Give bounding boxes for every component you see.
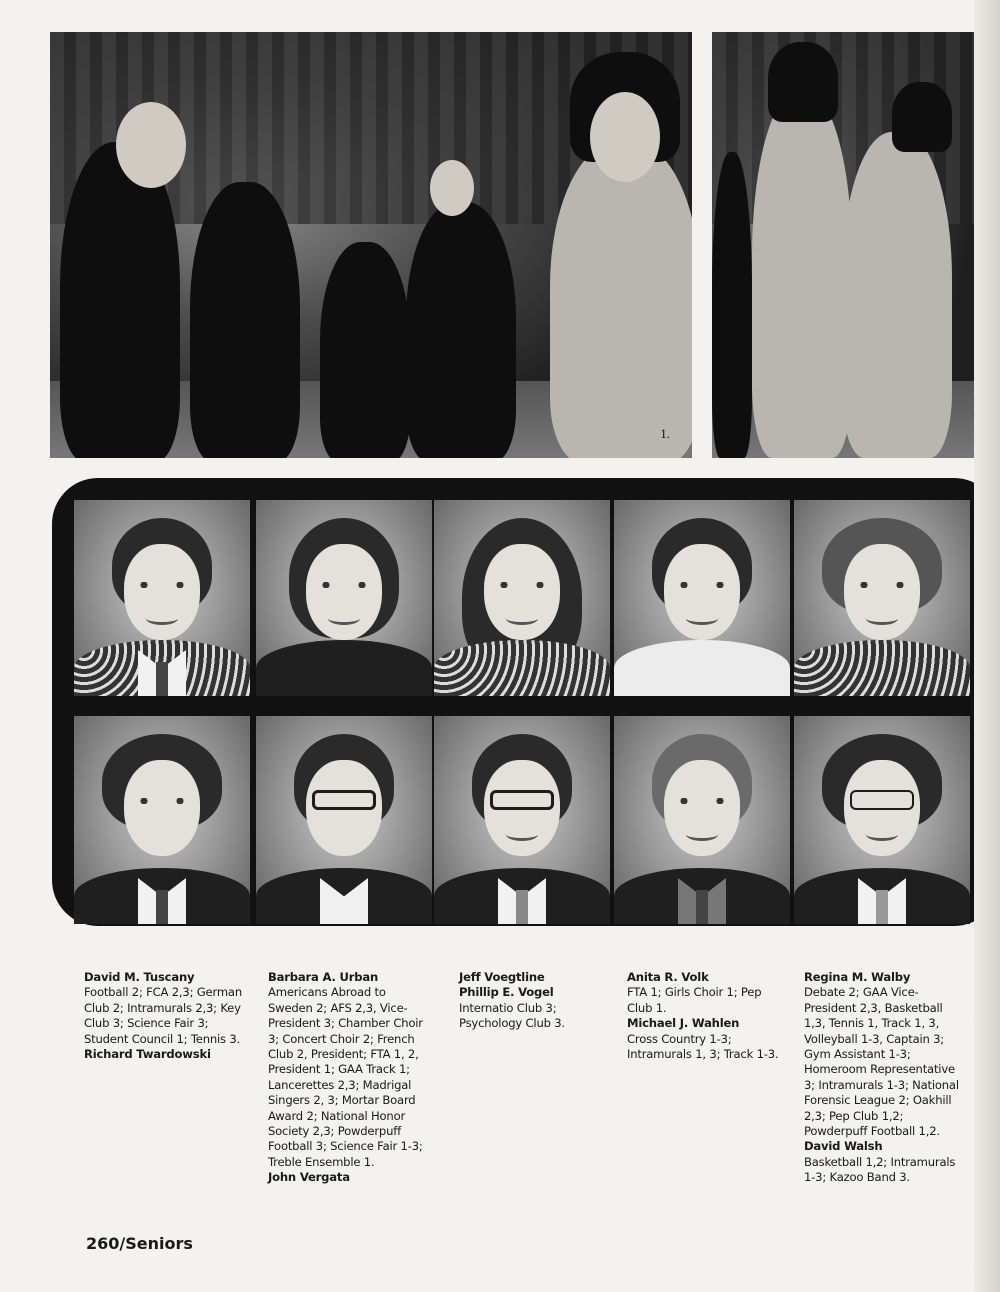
- portrait-smile: [328, 612, 360, 625]
- portrait-eyes: [676, 582, 728, 588]
- senior-activities: Football 2; FCA 2,3; German Club 2; Intramurals 2,3; Key Club 3; Science Fair 3; Student Council 1; Tennis 3.: [84, 985, 242, 1046]
- senior-name: Michael J. Wahlen: [627, 1016, 740, 1031]
- portrait-head: [664, 544, 740, 640]
- portrait-frame: [52, 478, 1000, 926]
- senior-activities: Basketball 1,2; Intramurals 1-3; Kazoo Band 3.: [804, 1154, 956, 1185]
- portrait-glasses: [490, 790, 554, 810]
- senior-name: Anita R. Volk: [627, 970, 709, 984]
- portrait-eyes: [318, 582, 370, 588]
- senior-portrait: [794, 500, 970, 696]
- caption-column-3: [459, 970, 619, 1032]
- photo-number: 1.: [660, 426, 670, 441]
- dancer-figure: [550, 142, 692, 458]
- caption-column-5: [804, 970, 964, 1186]
- portrait-head: [484, 544, 560, 640]
- senior-portrait: [794, 716, 970, 924]
- portrait-eyes: [136, 582, 188, 588]
- senior-activities: FTA 1; Girls Choir 1; Pep Club 1.: [627, 985, 762, 1015]
- portrait-head: [124, 544, 200, 640]
- portrait-body: [614, 640, 790, 696]
- senior-portrait: [614, 500, 790, 696]
- senior-name: John Vergata: [268, 1170, 350, 1185]
- dancer-face: [590, 92, 660, 182]
- portrait-glasses: [850, 790, 914, 810]
- dancer-figure: [406, 202, 516, 458]
- portrait-body: [434, 640, 610, 696]
- dancer-figure: [712, 152, 752, 458]
- portrait-smile: [146, 612, 178, 625]
- portrait-eyes: [676, 798, 728, 804]
- senior-name: Phillip E. Vogel: [459, 985, 554, 1000]
- caption-column-2: [268, 970, 428, 1186]
- dancer-hair: [768, 42, 838, 122]
- portrait-tie: [156, 662, 168, 696]
- portrait-smile: [686, 612, 718, 625]
- dancer-figure: [752, 92, 852, 458]
- portrait-body: [256, 640, 432, 696]
- page-footer: 260/Seniors: [86, 1234, 193, 1253]
- senior-portrait: [256, 716, 432, 924]
- page-edge: [974, 0, 1000, 1292]
- senior-portrait: [434, 716, 610, 924]
- portrait-eyes: [856, 582, 908, 588]
- portrait-glasses: [312, 790, 376, 810]
- senior-name: Barbara A. Urban: [268, 970, 379, 984]
- portrait-eyes: [496, 582, 548, 588]
- senior-portrait: [434, 500, 610, 696]
- caption-column-1: [84, 970, 244, 1062]
- dancer-figure: [320, 242, 410, 458]
- senior-portrait: [256, 500, 432, 696]
- dance-photo-main: [50, 32, 692, 458]
- senior-activities: Americans Abroad to Sweden 2; AFS 2,3, Vice-President 3; Chamber Choir 3; Concert Choir 2; French Club 2, President; FTA 1, 2, President 1; GAA Track 1; Lancerettes 2,3; Madrigal Singers 2, 3; Mortar Board Award 2; National Honor Society 2,3; Powderpuff Football 3; Science Fair 1-3; Treble Ensemble 1.: [268, 985, 423, 1169]
- portrait-head: [124, 760, 200, 856]
- senior-portrait: [614, 716, 790, 924]
- senior-name: David Walsh: [804, 1139, 883, 1154]
- senior-activities: Internatio Club 3; Psychology Club 3.: [459, 1000, 565, 1031]
- dancer-face: [430, 160, 474, 216]
- portrait-smile: [506, 828, 538, 841]
- dance-photo-secondary: [712, 32, 974, 458]
- senior-activities: Debate 2; GAA Vice-President 2,3, Basketball 1,3, Tennis 1, Track 1, 3, Volleyball 1-3, Captain 3; Gym Assistant 1-3; Homeroom Representative 3; Intramurals 1-3; National Forensic League 2; Oakhill 2,3; Pep Club 1,2; Powderpuff Football 1,2.: [804, 985, 959, 1139]
- senior-name: Richard Twardowski: [84, 1047, 211, 1062]
- caption-column-4: [627, 970, 787, 1062]
- portrait-tie: [516, 890, 528, 924]
- senior-portrait: [74, 500, 250, 696]
- portrait-smile: [686, 828, 718, 841]
- senior-name: David M. Tuscany: [84, 970, 195, 984]
- senior-portrait: [74, 716, 250, 924]
- senior-name: Jeff Voegtline: [459, 970, 545, 984]
- portrait-tie: [696, 890, 708, 924]
- portrait-head: [664, 760, 740, 856]
- dancer-figure: [842, 132, 952, 458]
- dancer-figure: [60, 142, 180, 458]
- senior-activities: Cross Country 1-3; Intramurals 1, 3; Track 1-3.: [627, 1031, 779, 1062]
- portrait-tie: [156, 890, 168, 924]
- portrait-body: [794, 640, 970, 696]
- senior-name: Regina M. Walby: [804, 970, 911, 984]
- portrait-smile: [506, 612, 538, 625]
- portrait-smile: [866, 612, 898, 625]
- portrait-smile: [866, 828, 898, 841]
- dancer-hair: [892, 82, 952, 152]
- portrait-head: [844, 544, 920, 640]
- portrait-eyes: [136, 798, 188, 804]
- portrait-tie: [876, 890, 888, 924]
- dancer-figure: [190, 182, 300, 458]
- dancer-face: [116, 102, 186, 188]
- portrait-head: [306, 544, 382, 640]
